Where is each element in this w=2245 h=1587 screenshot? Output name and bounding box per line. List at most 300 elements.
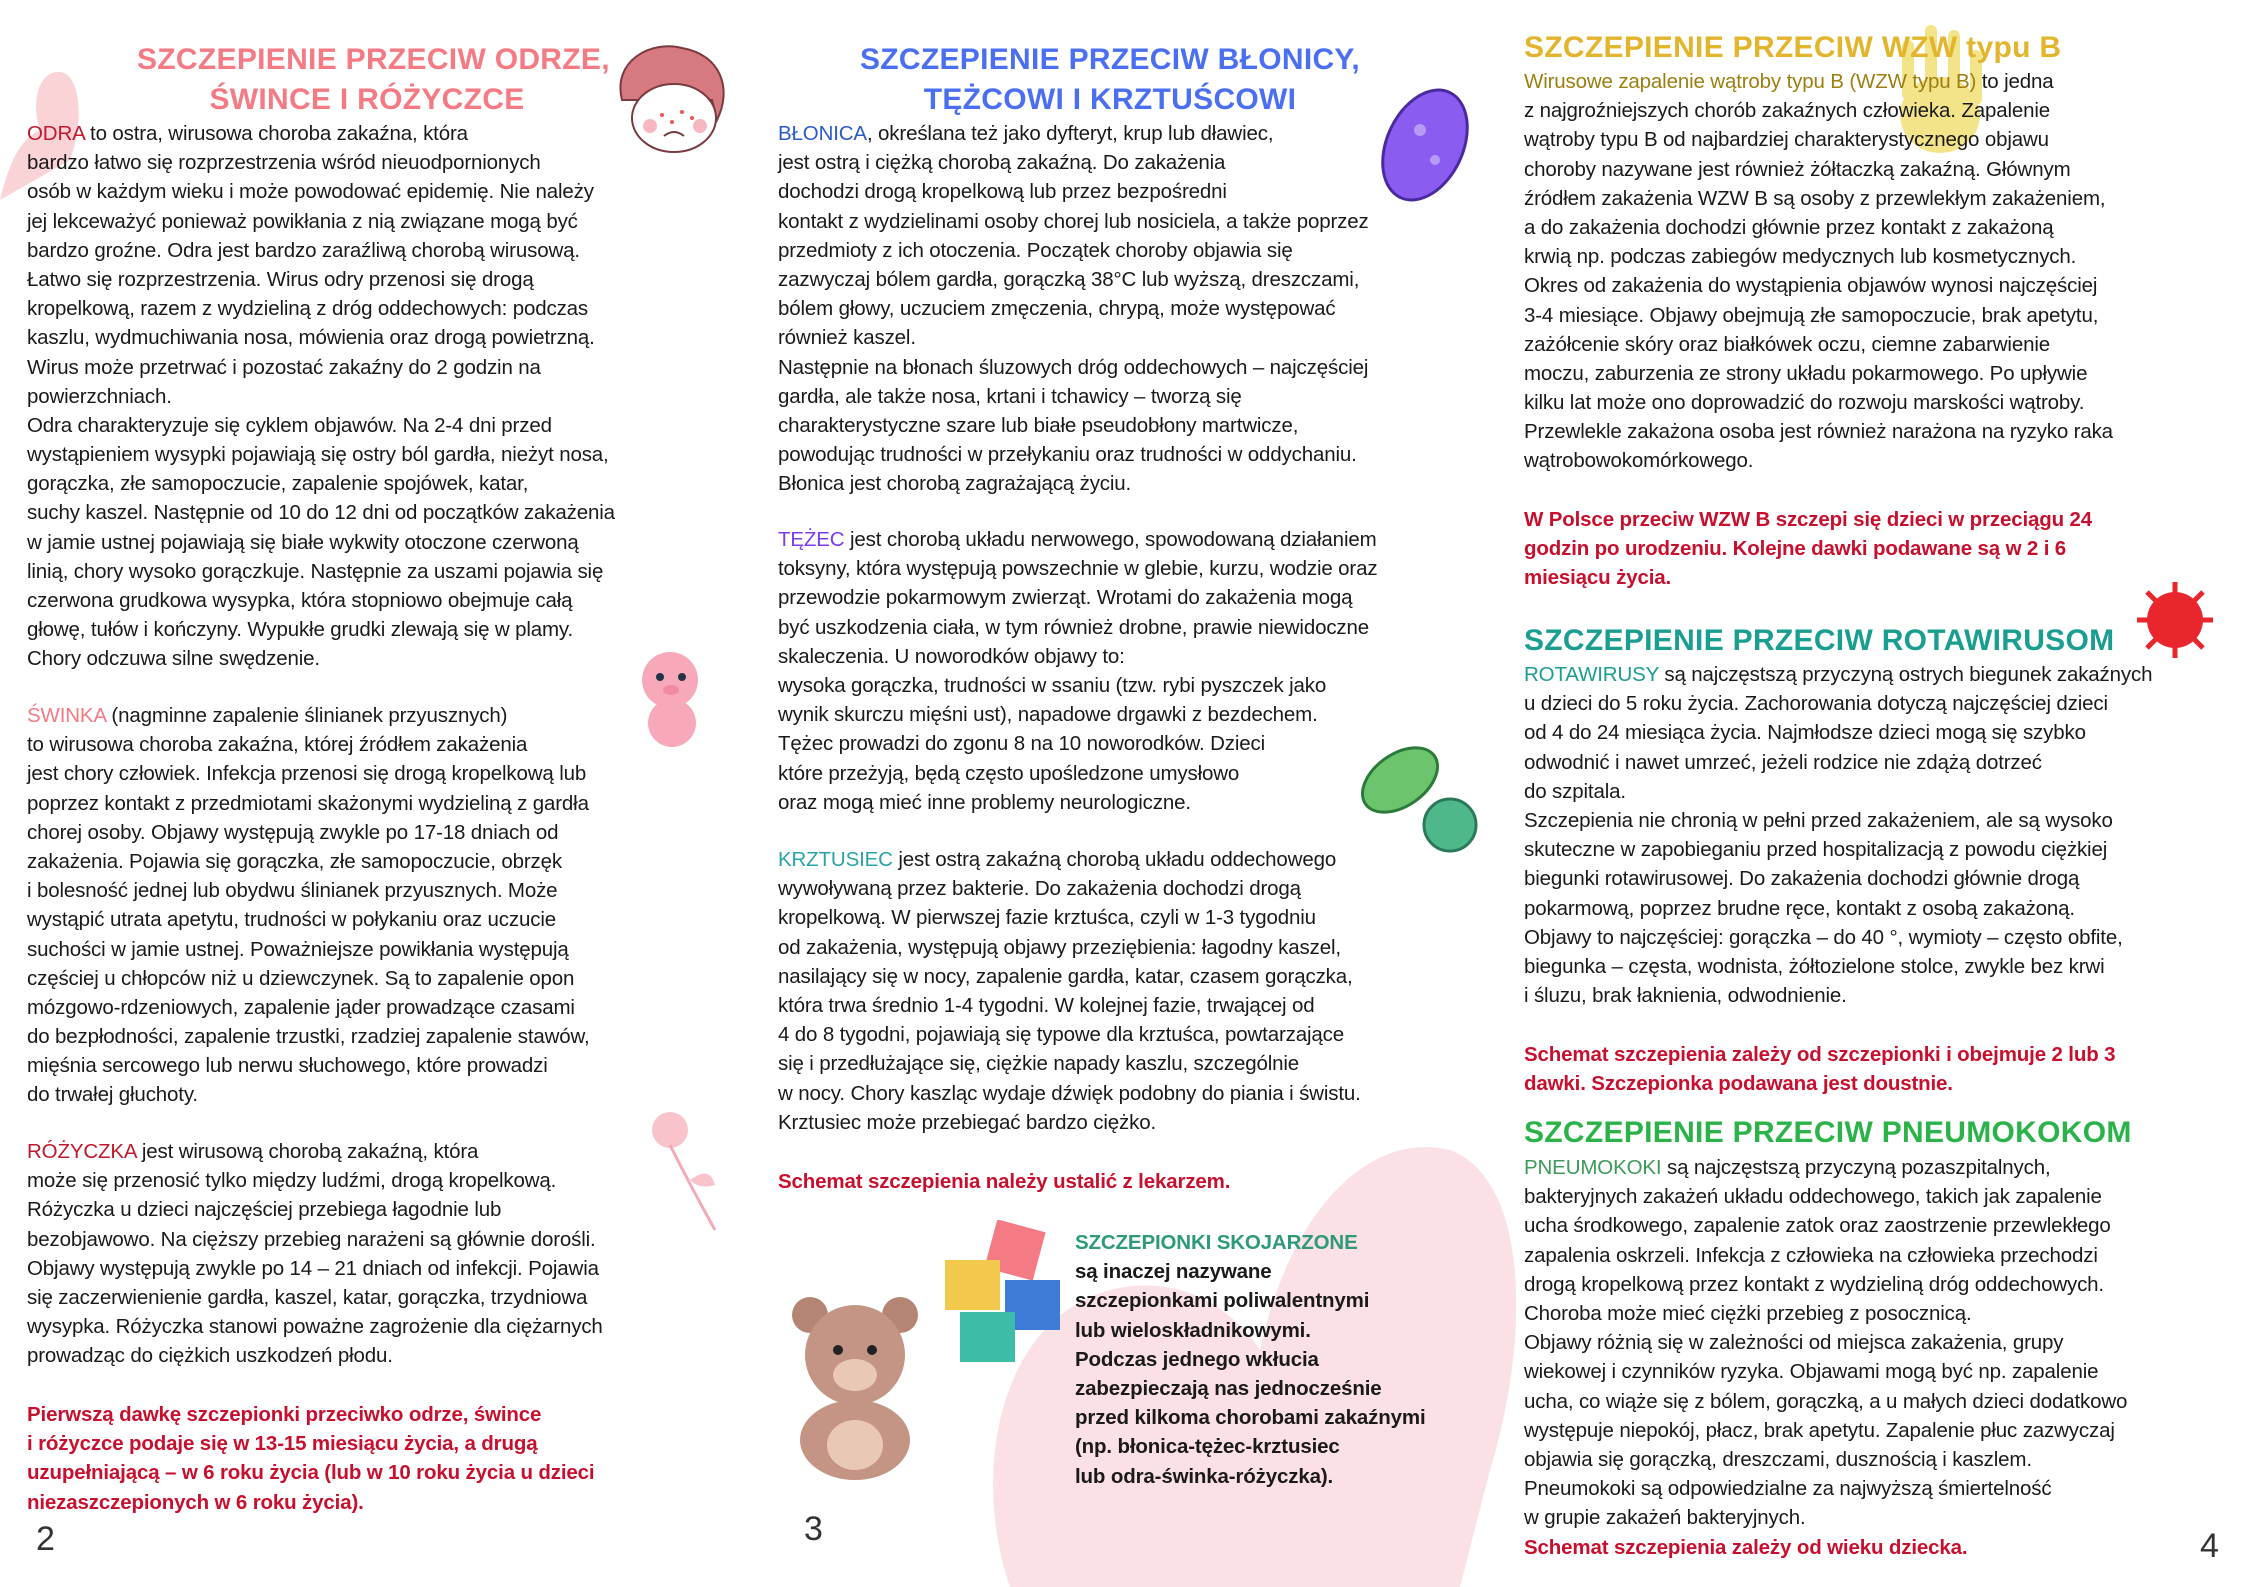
line-text: biegunki rotawirusowej. Do zakażenia dochodzi głównie drogą xyxy=(1524,867,2080,891)
text-line xyxy=(778,294,1369,323)
text-line xyxy=(1524,952,2152,981)
line-text: bardzo groźne. Odra jest bardzo zaraźliwą chorobą wirusową. xyxy=(27,238,580,262)
line-text: jest ostrą zakaźną chorobą układu oddechowego xyxy=(892,848,1337,871)
line-text: biegunka – częsta, wodnista, żółtozielone stolce, zwykle bez krwi xyxy=(1524,954,2105,978)
line-text: Różyczka u dzieci najczęściej przebiega łagodnie lub xyxy=(27,1198,502,1222)
line-text: się i przedłużające się, ciężkie napady kaszlu, szczególnie xyxy=(778,1052,1300,1076)
line-text: wywoływaną przez bakterie. Do zakażenia dochodzi drogą xyxy=(778,877,1301,901)
text-line xyxy=(778,671,1377,700)
combined-vaccines-note xyxy=(1075,1228,1426,1491)
line-text: Krztusiec może przebiegać bardzo ciężko. xyxy=(778,1110,1156,1134)
title-line: SZCZEPIENIE PRZECIW BŁONICY, xyxy=(859,43,1361,76)
text-line xyxy=(1524,271,2113,300)
text-line xyxy=(1524,359,2113,388)
line-text: Łatwo się rozprzestrzenia. Wirus odry przenosi się drogą xyxy=(27,267,534,291)
text-line xyxy=(27,1283,603,1312)
line-text: wystąpić utrata apetytu, trudności w połykaniu oraz uczucie xyxy=(27,908,556,932)
text-line xyxy=(27,1137,603,1166)
text-line xyxy=(27,469,615,498)
text-line xyxy=(778,469,1369,498)
text-line xyxy=(1524,96,2113,125)
section-keyword: BŁONICA xyxy=(778,122,867,145)
line-text: z najgroźniejszych chorób zakaźnych człowieka. Zapalenie xyxy=(1524,99,2051,123)
line-text: poprzez kontakt z przedmiotami skażonymi wydzieliną z gardła xyxy=(27,791,589,815)
text-line xyxy=(27,177,615,206)
line-text: głowę, tułów i kończyny. Wypukłe grudki zlewają się w plamy. xyxy=(27,618,574,642)
rotavirus-schedule-note xyxy=(1524,1040,2115,1098)
text-line xyxy=(1524,1153,2127,1182)
text-line xyxy=(27,586,615,615)
text-line xyxy=(778,148,1369,177)
line-text: się zaczerwienienie gardła, kaszel, katar, gorączka, trzydniowa xyxy=(27,1285,588,1309)
line-text: godzin po urodzeniu. Kolejne dawki podawane są w 2 i 6 xyxy=(1524,537,2067,561)
line-text: wątroby typu B od najbardziej charakterystycznego objawu xyxy=(1524,128,2049,152)
text-line xyxy=(27,1022,590,1051)
line-text: (np. błonica-tężec-krztusiec xyxy=(1075,1435,1340,1459)
line-text: kaszlu, wydmuchiwania nosa, mówienia oraz drogą powietrzną. xyxy=(27,326,595,350)
text-line xyxy=(1524,563,2092,592)
text-line xyxy=(1524,534,2092,563)
measles-section-title xyxy=(137,40,610,120)
text-line xyxy=(27,1254,603,1283)
text-line xyxy=(778,642,1377,671)
line-text: która trwa średnio 1-4 tygodni. W kolejnej fazie, trwającej od xyxy=(778,993,1315,1017)
line-text: wysypka. Różyczka stanowi poważne zagrożenie dla ciężarnych xyxy=(27,1315,603,1339)
section-keyword: TĘŻEC xyxy=(778,528,845,551)
text-line xyxy=(778,962,1361,991)
line-text: i różyczce podaje się w 13-15 miesiącu życia, a drugą xyxy=(27,1432,538,1456)
text-line xyxy=(1524,748,2152,777)
line-text: dawki. Szczepionka podawana jest doustnie. xyxy=(1524,1072,1953,1096)
line-text: chorej osoby. Objawy występują zwykle po 17-18 dniach od xyxy=(27,820,559,844)
mumps-paragraph xyxy=(27,701,590,1110)
line-text: Błonica jest chorobą zagrażającą życiu. xyxy=(778,472,1132,496)
line-text: to jedna xyxy=(1976,70,2054,93)
text-line xyxy=(778,700,1377,729)
text-line xyxy=(27,119,615,148)
text-line xyxy=(778,119,1369,148)
line-text: do bezpłodności, zapalenie trzustki, rzadziej zapalenie stawów, xyxy=(27,1025,590,1049)
text-line xyxy=(1524,125,2113,154)
text-line xyxy=(27,440,615,469)
text-line xyxy=(1524,67,2113,96)
line-text: suchy kaszel. Następnie od 10 do 12 dni od początków zakażenia xyxy=(27,501,615,525)
line-text: jest chory człowiek. Infekcja przenosi się drogą kropelkową lub xyxy=(27,762,587,786)
text-line xyxy=(1524,301,2113,330)
line-text: przewodzie pokarmowym zwierząt. Wrotami do zakażenia mogą xyxy=(778,586,1353,610)
text-line xyxy=(1524,1357,2127,1386)
rotavirus-paragraph xyxy=(1524,660,2152,1010)
line-text: źródłem zakażenia WZW B są osoby z przewlekłym zakażeniem, xyxy=(1524,186,2106,210)
text-line xyxy=(1524,213,2113,242)
text-line xyxy=(778,411,1369,440)
line-text: bólem głowy, uczuciem zmęczenia, chrypą, może występować xyxy=(778,297,1336,321)
line-text: gardła, ale także nosa, krtani i tchawicy – tworzą się xyxy=(778,384,1242,408)
section-keyword: ROTAWIRUSY xyxy=(1524,663,1659,686)
line-text: prowadząc do ciężkich uszkodzeń płodu. xyxy=(27,1344,393,1368)
text-line xyxy=(27,1458,594,1487)
line-text: powierzchniach. xyxy=(27,384,172,408)
text-line xyxy=(1524,330,2113,359)
text-line xyxy=(778,903,1361,932)
text-line xyxy=(27,789,590,818)
section-keyword: PNEUMOKOKI xyxy=(1524,1156,1662,1179)
text-line xyxy=(1524,155,2113,184)
text-line xyxy=(778,933,1361,962)
mmr-schedule-note xyxy=(27,1400,594,1517)
line-text: , określana też jako dyfteryt, krup lub dławiec, xyxy=(866,122,1274,145)
line-text: wątrobowokomórkowego. xyxy=(1524,449,1754,473)
line-text: 3-4 miesiące. Objawy obejmują złe samopoczucie, brak apetytu, xyxy=(1524,303,2099,327)
text-line xyxy=(778,1020,1361,1049)
section-keyword: RÓŻYCZKA xyxy=(27,1140,137,1163)
line-text: Schemat szczepienia zależy od szczepionki i obejmuje 2 lub 3 xyxy=(1524,1043,2116,1066)
text-line xyxy=(27,1195,603,1224)
text-line xyxy=(27,498,615,527)
line-text: nasilający się w nocy, zapalenie gardła, katar, czasem gorączka, xyxy=(778,964,1353,988)
line-text: objawia się gorączką, dreszczami, dusznością i kaszlem. xyxy=(1524,1447,2032,1471)
section-keyword: ŚWINKA xyxy=(27,704,106,727)
combined-vaccines-title: SZCZEPIONKI SKOJARZONE xyxy=(1075,1231,1358,1254)
line-text: Szczepienia nie chronią w pełni przed zakażeniem, ale są wysoko xyxy=(1524,808,2113,832)
text-line xyxy=(1524,505,2092,534)
line-text: Chory odczuwa silne swędzenie. xyxy=(27,647,320,671)
line-text: przed kilkoma chorobami zakaźnymi xyxy=(1075,1406,1426,1430)
text-line xyxy=(1075,1432,1426,1461)
text-line xyxy=(1524,981,2152,1010)
line-text: to ostra, wirusowa choroba zakaźna, która xyxy=(84,122,468,145)
text-line xyxy=(778,554,1377,583)
line-text: ucha środkowego, zapalenie zatok oraz zaostrzenie przewlekłego xyxy=(1524,1214,2111,1238)
text-line xyxy=(1524,806,2152,835)
text-line xyxy=(778,1079,1361,1108)
text-line xyxy=(27,411,615,440)
line-text: osób w każdym wieku i może powodować epidemię. Nie należy xyxy=(27,180,594,204)
text-line xyxy=(1524,1270,2127,1299)
virus-illustration xyxy=(2135,580,2215,660)
text-line xyxy=(27,818,590,847)
text-line xyxy=(1524,1328,2127,1357)
line-text: i śluzu, brak łaknienia, odwodnienie. xyxy=(1524,984,1847,1008)
line-text: toksyny, która występują powszechnie w glebie, kurzu, wodzie oraz xyxy=(778,557,1378,581)
text-line xyxy=(27,876,590,905)
text-line xyxy=(1524,1241,2127,1270)
line-text: szczepionkami poliwalentnymi xyxy=(1075,1289,1370,1313)
text-line xyxy=(778,207,1369,236)
line-text: są najczęstszą przyczyną pozaszpitalnych, xyxy=(1661,1156,2051,1179)
line-text: Objawy to najczęściej: gorączka – do 40 °, wymioty – często obfite, xyxy=(1524,925,2123,949)
line-text: zazwyczaj bólem gardła, gorączką 38°C lub wyższą, dreszczami, xyxy=(778,267,1360,291)
line-text: jest ostrą i ciężką chorobą zakaźną. Do zakażenia xyxy=(778,151,1226,175)
text-line xyxy=(27,701,590,730)
text-line xyxy=(27,148,615,177)
line-text: charakterystyczne szare lub białe pseudobłony martwicze, xyxy=(778,413,1299,437)
text-line xyxy=(778,236,1369,265)
line-text: dochodzi drogą kropelkową lub przez bezpośredni xyxy=(778,180,1227,204)
text-line xyxy=(778,845,1361,874)
text-line xyxy=(27,1341,603,1370)
text-line xyxy=(778,525,1377,554)
text-line xyxy=(27,294,615,323)
text-line xyxy=(27,935,590,964)
line-text: Schemat szczepienia należy ustalić z lekarzem. xyxy=(778,1170,1231,1193)
line-text: Schemat szczepienia zależy od wieku dziecka. xyxy=(1524,1536,1968,1559)
text-line xyxy=(778,440,1369,469)
line-text: pokarmową, poprzez brudne ręce, kontakt z osobą zakażoną. xyxy=(1524,896,2075,920)
line-text: w grupie zakażeń bakteryjnych. xyxy=(1524,1506,1806,1530)
line-text: czerwona grudkowa wysypka, która stopniowo obejmuje całą xyxy=(27,589,573,612)
title-line: SZCZEPIENIE PRZECIW ODRZE, xyxy=(137,43,610,76)
line-text: krwią np. podczas zabiegów medycznych lub kosmetycznych. xyxy=(1524,245,2077,269)
line-text: mózgowo-rdzeniowych, zapalenie jąder prowadzące czasami xyxy=(27,995,575,1019)
line-text: Pierwszą dawkę szczepionki przeciwko odrze, śwince xyxy=(27,1403,542,1426)
line-text: może się przenosić tylko między ludźmi, drogą kropelkową. xyxy=(27,1169,557,1193)
line-text: uzupełniającą – w 6 roku życia (lub w 10 roku życia u dzieci xyxy=(27,1461,595,1485)
line-text: ucha, co wiąże się z bólem, gorączką, a u małych dzieci dodatkowo xyxy=(1524,1389,2128,1413)
line-text: wynik skurczu mięśni ust), napadowe drgawki z bezdechem. xyxy=(778,703,1318,727)
text-line xyxy=(1524,417,2113,446)
dtp-schedule-note xyxy=(778,1167,1230,1196)
line-text: a do zakażenia dochodzi głównie przez kontakt z zakażoną xyxy=(1524,215,2054,239)
line-text: miesiącu życia. xyxy=(1524,566,1672,590)
text-line xyxy=(1524,894,2152,923)
line-text: suchości w jamie ustnej. Poważniejsze powikłania występują xyxy=(27,937,569,961)
text-line xyxy=(1524,1299,2127,1328)
line-text: odwodnić i nawet umrzeć, jeżeli rodzice nie zdążą dotrzeć xyxy=(1524,750,2042,774)
line-text: W Polsce przeciw WZW B szczepi się dzieci w przeciągu 24 xyxy=(1524,508,2093,531)
line-text: lub odra-świnka-różyczka). xyxy=(1075,1464,1334,1488)
line-text: oraz mogą mieć inne problemy neurologiczne. xyxy=(778,790,1191,814)
rubella-paragraph xyxy=(27,1137,603,1371)
text-line xyxy=(27,557,615,586)
line-text: od zakażenia, występują objawy przeziębienia: łagodny kaszel, xyxy=(778,935,1341,959)
text-line xyxy=(27,1051,590,1080)
line-text: Choroba może mieć ciężki przebieg z posocznicą. xyxy=(1524,1301,1972,1325)
text-line xyxy=(1524,777,2152,806)
text-line xyxy=(778,788,1377,817)
text-line xyxy=(27,1080,590,1109)
line-text: do trwałej głuchoty. xyxy=(27,1083,198,1107)
line-text: Podczas jednego wkłucia xyxy=(1075,1347,1319,1371)
line-text: kontakt z wydzielinami osoby chorej lub nosiciela, a także poprzez xyxy=(778,209,1369,233)
text-line xyxy=(27,207,615,236)
line-text: również kaszel. xyxy=(778,326,916,350)
text-line xyxy=(1524,923,2152,952)
line-text: w jamie ustnej pojawiają się białe wykwity otoczone czerwoną xyxy=(27,530,579,554)
text-line xyxy=(27,1488,594,1517)
text-line xyxy=(1524,1387,2127,1416)
text-line xyxy=(1524,718,2152,747)
text-line xyxy=(27,1429,594,1458)
text-line xyxy=(778,382,1369,411)
text-line xyxy=(778,323,1369,352)
line-text: skaleczenia. U noworodków objawy to: xyxy=(778,644,1125,668)
text-line xyxy=(1075,1316,1426,1345)
text-line xyxy=(778,265,1369,294)
text-line xyxy=(27,265,615,294)
text-line xyxy=(27,236,615,265)
line-text: kropelkową. W pierwszej fazie krztuśca, czyli w 1-3 tygodniu xyxy=(778,906,1316,930)
text-line xyxy=(27,382,615,411)
line-text: Przewlekle zakażona osoba jest również narażona na ryzyko raka xyxy=(1524,420,2113,444)
diphtheria-paragraph xyxy=(778,119,1369,498)
hepatitis-b-section-title: SZCZEPIENIE PRZECIW WZW typu B xyxy=(1524,31,2062,64)
text-line xyxy=(1524,835,2152,864)
pertussis-paragraph xyxy=(778,845,1361,1137)
line-text: (nagminne zapalenie ślinianek przyusznych) xyxy=(105,704,508,727)
text-line xyxy=(1524,388,2113,417)
text-line xyxy=(778,613,1377,642)
line-text: Pneumokoki są odpowiedzialne za najwyższą śmiertelność xyxy=(1524,1477,2052,1501)
section-keyword: ODRA xyxy=(27,122,85,145)
text-line xyxy=(1524,242,2113,271)
line-text: bardzo łatwo się rozprzestrzenia wśród nieuodpornionych xyxy=(27,151,541,175)
text-line xyxy=(1524,1069,2115,1098)
text-line xyxy=(27,964,590,993)
line-text: Wirus może przetrwać i pozostać zakaźny do 2 godzin na xyxy=(27,355,541,379)
line-text: powodując trudności w przełykaniu oraz trudności w oddychaniu. xyxy=(778,443,1357,467)
line-text: Następnie na błonach śluzowych dróg oddechowych – najczęściej xyxy=(778,355,1369,379)
hepatitis-b-paragraph xyxy=(1524,67,2113,476)
line-text: zabezpieczają nas jednocześnie xyxy=(1075,1376,1382,1400)
tetanus-paragraph xyxy=(778,525,1377,817)
text-line xyxy=(778,1108,1361,1137)
pneumococcal-schedule-note xyxy=(1524,1533,1967,1562)
line-text: kilku lat może ono doprowadzić do rozwoju marskości wątroby. xyxy=(1524,391,2085,415)
text-line xyxy=(1524,1182,2127,1211)
line-text: być uszkodzenia ciała, w tym również drobne, prawie niewidoczne xyxy=(778,615,1370,639)
text-line xyxy=(1524,184,2113,213)
line-text: i bolesność jednej lub obydwu ślinianek przyusznych. Może xyxy=(27,879,558,903)
page-number: 4 xyxy=(2200,1527,2219,1565)
line-text: niezaszczepionych w 6 roku życia). xyxy=(27,1490,364,1514)
line-text: mięśnia sercowego lub nerwu słuchowego, które prowadzi xyxy=(27,1054,548,1078)
line-text: bezobjawowo. Na cięższy przebieg narażeni są głównie dorośli. xyxy=(27,1227,596,1251)
text-line xyxy=(1075,1257,1426,1286)
pneumococcal-paragraph xyxy=(1524,1153,2127,1532)
text-line xyxy=(778,1049,1361,1078)
text-line xyxy=(1524,1445,2127,1474)
line-text: częściej u chłopców niż u dziewczynek. Są to zapalenie opon xyxy=(27,966,575,990)
teddy-bear-illustration xyxy=(780,1290,930,1480)
line-text: to wirusowa choroba zakaźna, której źródłem zakażenia xyxy=(27,733,528,757)
line-text: od 4 do 24 miesiąca życia. Najmłodsze dzieci mogą się szybko xyxy=(1524,721,2086,745)
section-keyword: Wirusowe zapalenie wątroby typu B (WZW typu B) xyxy=(1524,70,1977,93)
line-text: gorączka, złe samopoczucie, zapalenie spojówek, katar, xyxy=(27,472,529,496)
text-line xyxy=(27,353,615,382)
line-text: jej lekceważyć ponieważ powikłania z nią związane mogą być xyxy=(27,209,578,233)
puzzle-illustration xyxy=(940,1220,1075,1370)
title-line: TĘŻCOWI I KRZTUŚCOWI xyxy=(923,83,1297,116)
text-line xyxy=(27,1312,603,1341)
text-line xyxy=(1524,1211,2127,1240)
line-text: skuteczne w zapobieganiu przed hospitalizacją z powodu ciężkiej xyxy=(1524,838,2108,862)
text-line xyxy=(1075,1374,1426,1403)
text-line xyxy=(27,905,590,934)
text-line xyxy=(27,528,615,557)
text-line xyxy=(1524,1040,2115,1069)
text-line xyxy=(1524,689,2152,718)
text-line xyxy=(27,847,590,876)
text-line xyxy=(1524,1533,1967,1562)
line-text: Okres od zakażenia do wystąpienia objawów wynosi najczęściej xyxy=(1524,274,2098,298)
line-text: u dzieci do 5 roku życia. Zachorowania dotyczą najczęściej dzieci xyxy=(1524,692,2108,716)
diphtheria-section-title xyxy=(820,40,1400,120)
text-line xyxy=(1075,1286,1426,1315)
line-text: Objawy różnią się w zależności od miejsca zakażenia, grupy xyxy=(1524,1331,2064,1355)
page-number: 2 xyxy=(36,1520,55,1558)
line-text: zakażenia. Pojawia się gorączka, złe samopoczucie, obrzęk xyxy=(27,849,562,873)
text-line xyxy=(1524,1416,2127,1445)
line-text: Odra charakteryzuje się cyklem objawów. Na 2-4 dni przed xyxy=(27,413,552,437)
text-line xyxy=(27,615,615,644)
hepatitis-b-schedule-note xyxy=(1524,505,2092,593)
text-line xyxy=(778,583,1377,612)
text-line xyxy=(778,729,1377,758)
pig-illustration xyxy=(630,645,710,750)
text-line xyxy=(1524,1474,2127,1503)
line-text: wysoka gorączka, trudności w ssaniu (tzw. rybi pyszczek jako xyxy=(778,673,1327,697)
text-line xyxy=(27,644,615,673)
sick-child-face-illustration xyxy=(612,40,732,155)
text-line xyxy=(778,1167,1230,1196)
line-text: zapalenia oskrzeli. Infekcja z człowieka na człowieka przechodzi xyxy=(1524,1243,2098,1267)
line-text: zażółcenie skóry oraz białkówek oczu, ciemne zabarwienie xyxy=(1524,332,2050,356)
line-text: wystąpieniem wysypki pojawiają się ostry ból gardła, nieżyt nosa, xyxy=(27,443,609,467)
text-line xyxy=(1524,1503,2127,1532)
line-text: w nocy. Chory kaszląc wydaje dźwięk podobny do piania i świstu. xyxy=(778,1081,1361,1105)
text-line xyxy=(27,730,590,759)
text-line xyxy=(1075,1462,1426,1491)
title-line: ŚWINCE I RÓŻYCZCE xyxy=(209,83,525,116)
line-text: do szpitala. xyxy=(1524,779,1626,803)
line-text: które przeżyją, będą często upośledzone umysłowo xyxy=(778,761,1240,785)
line-text: jest wirusową chorobą zakaźną, która xyxy=(136,1140,479,1163)
rose-illustration xyxy=(635,1105,730,1235)
line-text: moczu, zaburzenia ze strony układu pokarmowego. Po upływie xyxy=(1524,361,2088,385)
line-text: jest chorobą układu nerwowego, spowodowaną działaniem xyxy=(844,528,1377,551)
text-line xyxy=(1075,1403,1426,1432)
line-text: choroby nazywane jest również żółtaczką zakaźną. Głównym xyxy=(1524,157,2071,181)
line-text: są inaczej nazywane xyxy=(1075,1260,1272,1284)
line-text: lub wieloskładnikowymi. xyxy=(1075,1318,1311,1342)
text-line xyxy=(1524,446,2113,475)
line-text: są najczęstszą przyczyną ostrych biegunek zakaźnych xyxy=(1658,663,2153,686)
text-line xyxy=(778,991,1361,1020)
line-text: przedmioty z ich otoczenia. Początek choroby objawia się xyxy=(778,238,1293,262)
line-text: kropelkową, razem z wydzieliną z dróg oddechowych: podczas xyxy=(27,297,589,321)
pneumococcal-section-title: SZCZEPIENIE PRZECIW PNEUMOKOKOM xyxy=(1524,1116,2132,1149)
text-line xyxy=(1524,660,2152,689)
page-number: 3 xyxy=(804,1510,823,1548)
text-line xyxy=(27,1400,594,1429)
text-line xyxy=(27,993,590,1022)
text-line xyxy=(27,323,615,352)
text-line xyxy=(1524,864,2152,893)
line-text: Objawy występują zwykle po 14 – 21 dniach od infekcji. Pojawia xyxy=(27,1256,599,1280)
text-line xyxy=(27,1166,603,1195)
line-text: Tężec prowadzi do zgonu 8 na 10 noworodków. Dzieci xyxy=(778,732,1266,756)
line-text: linią, chory wysoko gorączkuje. Następnie za uszami pojawia się xyxy=(27,559,604,583)
text-line xyxy=(27,1225,603,1254)
text-line xyxy=(778,177,1369,206)
line-text: drogą kropelkową przez kontakt z wydzieliną dróg oddechowych. xyxy=(1524,1272,2104,1296)
text-line xyxy=(1075,1345,1426,1374)
section-keyword: KRZTUSIEC xyxy=(778,848,893,871)
combined-vaccines-text xyxy=(1075,1257,1426,1491)
measles-paragraph xyxy=(27,119,615,674)
line-text: bakteryjnych zakażeń układu oddechowego, takich jak zapalenie xyxy=(1524,1185,2102,1209)
